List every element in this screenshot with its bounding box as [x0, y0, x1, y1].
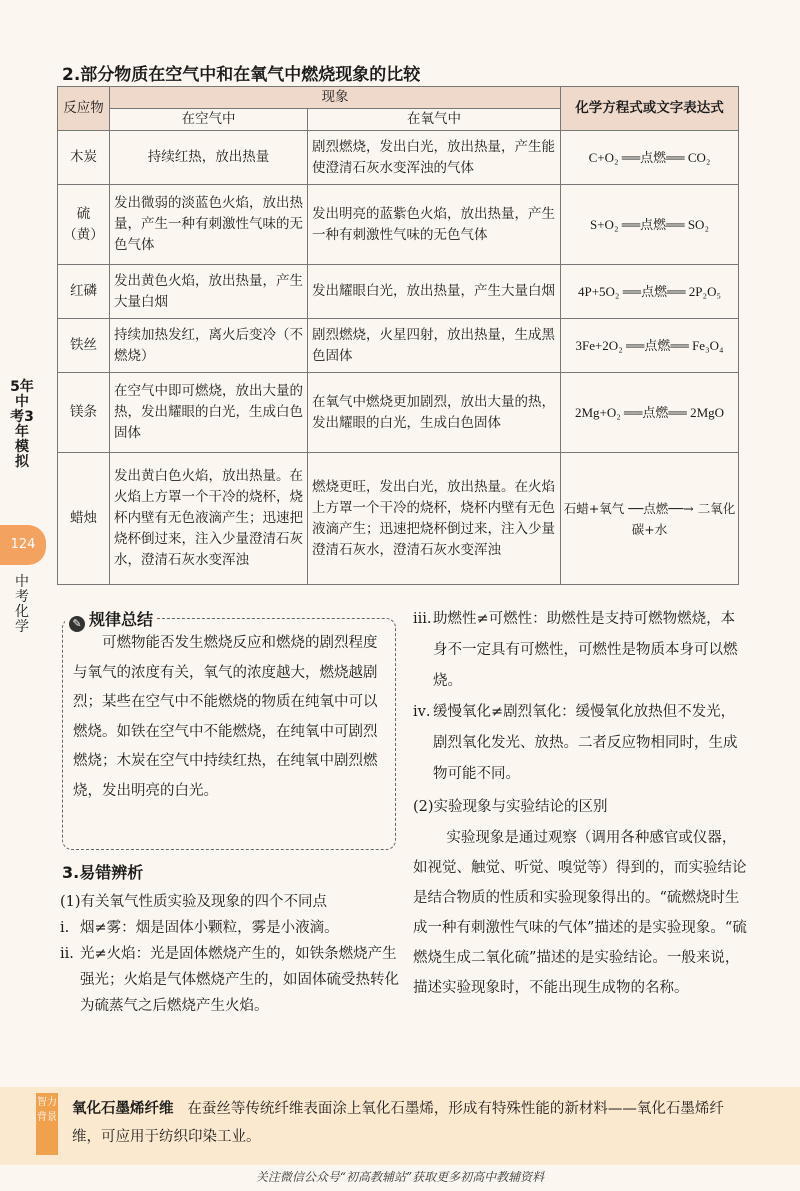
cell-oxygen: 在氧气中燃烧更加剧烈，放出大量的热，发出耀眼的白光，生成白色固体 [308, 373, 561, 453]
cell-oxygen: 燃烧更旺，发出白光，放出热量。在火焰上方罩一个干冷的烧杯，烧杯内壁有无色液滴产生；迅速把烧杯倒过来，注入少量澄清石灰水，澄清石灰水变浑浊 [308, 453, 561, 585]
pen-icon: ✎ [69, 616, 85, 632]
cell-oxygen: 剧烈燃烧，火星四射，放出热量，生成黑色固体 [308, 319, 561, 373]
footer-tab: 智力背景 [36, 1093, 58, 1155]
item-text: 光≠火焰：光是固体燃烧产生的，如铁条燃烧产生强光；火焰是气体燃烧产生的，如固体硫受热转化为硫蒸气之后燃烧产生火焰。 [80, 946, 399, 1014]
item-text: 缓慢氧化≠剧烈氧化：缓慢氧化放热但不发光，剧烈氧化发光、放热。二者反应物相同时，生成物可能不同。 [433, 704, 738, 782]
series-label: 5年中考3年模拟 [10, 379, 34, 470]
footer-term: 氧化石墨烯纤维 [72, 1101, 174, 1117]
item-text: 助燃性≠可燃性：助燃性是支持可燃物燃烧，本身不一定具有可燃性，可燃性是物质本身可以燃烧。 [433, 611, 738, 689]
cell-air: 发出黄白色火焰，放出热量。在火焰上方罩一个干冷的烧杯，烧杯内壁有无色液滴产生；迅速把烧杯倒过来，注入少量澄清石灰水，澄清石灰水变浑浊 [110, 453, 308, 585]
table-row [58, 453, 739, 585]
section3-title: 3.易错辨析 [62, 863, 144, 882]
list-item [60, 915, 400, 941]
item-mark: ⅳ. [413, 704, 431, 720]
cell-substance: 铁丝 [58, 319, 110, 373]
rule-summary-text: 可燃物能否发生燃烧反应和燃烧的剧烈程度与氧气的浓度有关，氧气的浓度越大，燃烧越剧烈；某些在空气中不能燃烧的物质在纯氧中可以燃烧。如铁在空气中不能燃烧，在纯氧中可剧烈燃烧；木炭在空气中持续红热，在纯氧中剧烈燃烧，发出明亮的白光。 [73, 635, 378, 799]
cell-substance: 硫（黄） [58, 185, 110, 265]
right-column [413, 604, 748, 1003]
cell-oxygen: 发出耀眼白光，放出热量，产生大量白烟 [308, 265, 561, 319]
header-substance: 反应物 [58, 87, 110, 131]
bottom-note: 关注微信公众号“初高教辅站”获取更多初高中教辅资料 [255, 1170, 545, 1184]
table-row [58, 373, 739, 453]
cell-air: 持续红热，放出热量 [110, 131, 308, 185]
section-title: 2.部分物质在空气中和在氧气中燃烧现象的比较 [62, 65, 421, 85]
cell-equation: S+O₂ ══点燃══ SO₂ [561, 185, 739, 265]
footer-band [0, 1087, 800, 1165]
cell-oxygen: 剧烈燃烧，发出白光，放出热量，产生能使澄清石灰水变浑浊的气体 [308, 131, 561, 185]
cell-equation: 4P+5O₂ ══点燃══ 2P₂O₅ [561, 265, 739, 319]
subsection-heading: (1)有关氧气性质实验及现象的四个不同点 [60, 894, 328, 910]
footer-text [72, 1095, 752, 1151]
subsection-heading: (2)实验现象与实验结论的区别 [413, 799, 608, 815]
table-row [58, 131, 739, 185]
table-row [58, 319, 739, 373]
table-row [58, 265, 739, 319]
page-number: 124 [0, 525, 46, 565]
item-mark: ⅰ. [60, 920, 70, 936]
cell-equation: 石蜡+氧气 ──点燃──→ 二氧化碳+水 [561, 453, 739, 585]
comparison-table [57, 86, 739, 585]
subsection-text: 实验现象是通过观察（调用各种感官或仪器，如视觉、触觉、听觉、嗅觉等）得到的，而实验结论是结合物质的性质和实验现象得出的。“硫燃烧时生成一种有刺激性气味的气体”描述的是实验现象。“硫燃烧生成二氧化硫”描述的是实验结论。一般来说，描述实验现象时，不能出现生成物的名称。 [413, 830, 747, 996]
header-equation: 化学方程式或文字表达式 [561, 87, 739, 131]
list-item [413, 604, 748, 697]
cell-air: 持续加热发红，离火后变冷（不燃烧） [110, 319, 308, 373]
header-in-air: 在空气中 [110, 109, 308, 131]
table-row [58, 185, 739, 265]
cell-substance: 蜡烛 [58, 453, 110, 585]
cell-equation: 3Fe+2O₂ ══点燃══ Fe₃O₄ [561, 319, 739, 373]
cell-oxygen: 发出明亮的蓝紫色火焰，放出热量，产生一种有刺激性气味的无色气体 [308, 185, 561, 265]
table-header-row [58, 87, 739, 109]
cell-air: 在空气中即可燃烧，放出大量的热，发出耀眼的白光，生成白色固体 [110, 373, 308, 453]
list-item [413, 697, 748, 790]
cell-substance: 红磷 [58, 265, 110, 319]
cell-equation: 2Mg+O₂ ══点燃══ 2MgO [561, 373, 739, 453]
footer-description: 在蚕丝等传统纤维表面涂上氧化石墨烯，形成有特殊性能的新材料——氧化石墨烯纤维，可应用于纺织印染工业。 [72, 1101, 724, 1145]
cell-equation: C+O₂ ══点燃══ CO₂ [561, 131, 739, 185]
cell-substance: 镁条 [58, 373, 110, 453]
cell-substance: 木炭 [58, 131, 110, 185]
item-mark: ⅱ. [60, 946, 74, 962]
header-phenomenon: 现象 [110, 87, 561, 109]
cell-air: 发出黄色火焰，放出热量，产生大量白烟 [110, 265, 308, 319]
left-column [60, 889, 400, 1019]
subject-label: 中考化学 [15, 574, 29, 635]
list-item [60, 941, 400, 1019]
cell-air: 发出微弱的淡蓝色火焰，放出热量，产生一种有刺激性气味的无色气体 [110, 185, 308, 265]
item-text: 烟≠雾：烟是固体小颗粒，雾是小液滴。 [80, 920, 339, 936]
header-in-oxygen: 在氧气中 [308, 109, 561, 131]
rule-heading-text: 规律总结 [89, 610, 154, 629]
rule-summary-box [62, 610, 396, 850]
item-mark: ⅲ. [413, 611, 432, 627]
